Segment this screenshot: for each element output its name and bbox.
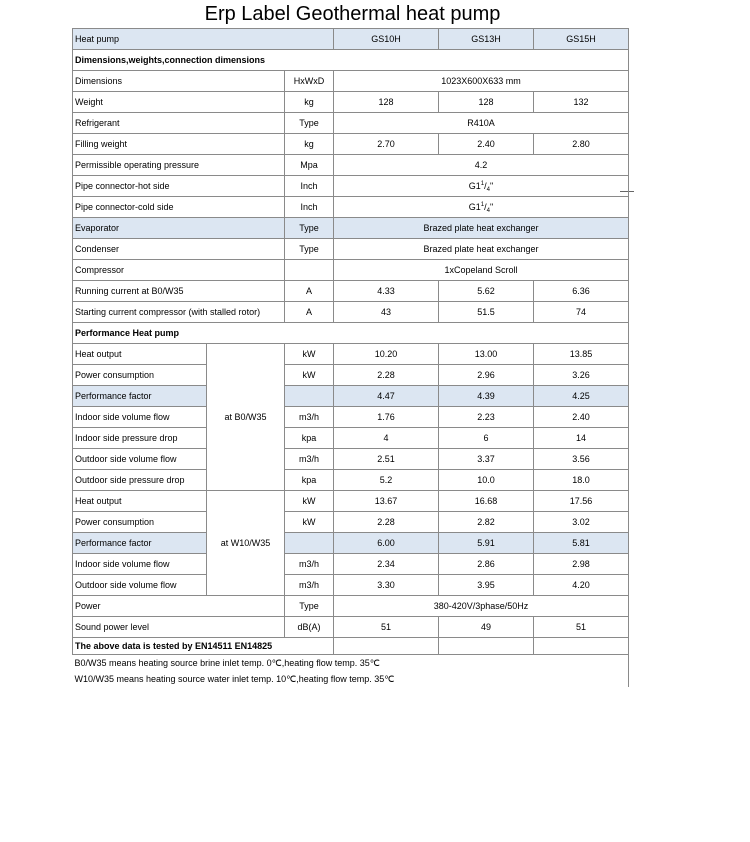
row-unit: kpa [285, 470, 334, 491]
row-unit: kg [285, 134, 334, 155]
row-unit: kW [285, 365, 334, 386]
empty-cell [439, 638, 534, 655]
table-row [73, 71, 629, 92]
row-value: 128 [439, 92, 534, 113]
row-label: Performance factor [73, 386, 207, 407]
row-label: Weight [73, 92, 285, 113]
row-unit: HxWxD [285, 71, 334, 92]
row-value: 51.5 [439, 302, 534, 323]
row-value: R410A [334, 113, 629, 134]
row-unit: kpa [285, 428, 334, 449]
row-label: Starting current compressor (with stalled rotor) [73, 302, 285, 323]
condition-label: at W10/W35 [207, 491, 285, 596]
row-value: 51 [534, 617, 629, 638]
row-value: 2.23 [439, 407, 534, 428]
row-value: 2.51 [334, 449, 439, 470]
row-value: 1.76 [334, 407, 439, 428]
row-value: 2.28 [334, 512, 439, 533]
row-value: 10.20 [334, 344, 439, 365]
row-value: 3.95 [439, 575, 534, 596]
row-value: 18.0 [534, 470, 629, 491]
pipe-size-denominator: 4 [486, 208, 490, 214]
row-unit: m3/h [285, 449, 334, 470]
section-perf: Performance Heat pump [73, 323, 629, 344]
table-row [73, 428, 629, 449]
row-value: 4.39 [439, 386, 534, 407]
row-label: Refrigerant [73, 113, 285, 134]
table-row [73, 575, 629, 596]
row-label: Condenser [73, 239, 285, 260]
row-value: 3.30 [334, 575, 439, 596]
row-value: 2.34 [334, 554, 439, 575]
row-label: Outdoor side pressure drop [73, 470, 207, 491]
row-value: 4.33 [334, 281, 439, 302]
footnote-row [73, 638, 629, 655]
table-row [73, 176, 629, 197]
table-row [73, 470, 629, 491]
table-row [73, 155, 629, 176]
row-label: Pipe connector-cold side [73, 197, 285, 218]
table-row [73, 386, 629, 407]
model-gs10h: GS10H [334, 29, 439, 50]
section-row [73, 323, 629, 344]
row-value: 2.98 [534, 554, 629, 575]
row-value: 3.56 [534, 449, 629, 470]
pipe-size-denominator: 4 [486, 187, 490, 193]
row-label: Performance factor [73, 533, 207, 554]
pipe-size-main: G1 [468, 202, 481, 212]
table-row [73, 407, 629, 428]
row-value: 128 [334, 92, 439, 113]
pipe-size-main: G1 [468, 181, 481, 191]
row-label: Running current at B0/W35 [73, 281, 285, 302]
row-value: 132 [534, 92, 629, 113]
row-unit: Type [285, 239, 334, 260]
pipe-size-slash: / [484, 181, 487, 191]
row-value: 2.70 [334, 134, 439, 155]
row-label: Heat output [73, 491, 207, 512]
table-row [73, 365, 629, 386]
row-value: 74 [534, 302, 629, 323]
row-value: 49 [439, 617, 534, 638]
row-unit: m3/h [285, 407, 334, 428]
footnote-w10: W10/W35 means heating source water inlet temp. 10℃,heating flow temp. 35℃ [73, 671, 629, 687]
row-value: 5.2 [334, 470, 439, 491]
table-row [73, 302, 629, 323]
row-value: 5.91 [439, 533, 534, 554]
row-unit: kg [285, 92, 334, 113]
table-row [73, 554, 629, 575]
row-label: Power [73, 596, 285, 617]
row-unit: Mpa [285, 155, 334, 176]
table-row [73, 281, 629, 302]
row-unit: Type [285, 113, 334, 134]
row-unit: dB(A) [285, 617, 334, 638]
row-value: 4.2 [334, 155, 629, 176]
row-label: Power consumption [73, 365, 207, 386]
row-value: 14 [534, 428, 629, 449]
table-row [73, 533, 629, 554]
row-value: Brazed plate heat exchanger [334, 239, 629, 260]
row-unit: Type [285, 596, 334, 617]
row-value: 3.37 [439, 449, 534, 470]
row-value: 5.81 [534, 533, 629, 554]
row-label: Compressor [73, 260, 285, 281]
row-label: Heat output [73, 344, 207, 365]
row-value: 13.67 [334, 491, 439, 512]
row-value: 4.25 [534, 386, 629, 407]
row-value: 5.62 [439, 281, 534, 302]
table-row [73, 344, 629, 365]
row-label: Dimensions [73, 71, 285, 92]
section-dims: Dimensions,weights,connection dimensions [73, 50, 629, 71]
table-row [73, 218, 629, 239]
row-unit: Inch [285, 176, 334, 197]
row-label: Sound power level [73, 617, 285, 638]
row-unit: A [285, 302, 334, 323]
pipe-size-numerator: 1 [480, 202, 485, 208]
row-label: Power consumption [73, 512, 207, 533]
row-label: Indoor side volume flow [73, 407, 207, 428]
spec-table [72, 28, 629, 687]
row-value: 43 [334, 302, 439, 323]
row-unit: m3/h [285, 575, 334, 596]
footnote-row [73, 655, 629, 672]
row-value: 13.85 [534, 344, 629, 365]
row-unit: m3/h [285, 554, 334, 575]
row-unit: Type [285, 218, 334, 239]
row-unit: kW [285, 512, 334, 533]
model-gs13h: GS13H [439, 29, 534, 50]
row-value [334, 197, 629, 218]
page-title: Erp Label Geothermal heat pump [204, 3, 501, 25]
footnote-tested: The above data is tested by EN14511 EN14825 [73, 638, 334, 655]
empty-cell [534, 638, 629, 655]
table-row [73, 197, 629, 218]
row-label: Indoor side volume flow [73, 554, 207, 575]
row-unit: kW [285, 344, 334, 365]
condition-label: at B0/W35 [207, 344, 285, 491]
row-value: 2.96 [439, 365, 534, 386]
row-value: 13.00 [439, 344, 534, 365]
table-row [73, 512, 629, 533]
row-label: Evaporator [73, 218, 285, 239]
table-row [73, 113, 629, 134]
pipe-size-numerator: 1 [480, 181, 485, 187]
header-row [73, 29, 629, 50]
table-row [73, 260, 629, 281]
row-unit: kW [285, 491, 334, 512]
row-value: 17.56 [534, 491, 629, 512]
row-value: 2.28 [334, 365, 439, 386]
row-value: 10.0 [439, 470, 534, 491]
row-value: 1023X600X633 mm [334, 71, 629, 92]
row-value: 4 [334, 428, 439, 449]
pipe-size-inch-mark: " [490, 181, 494, 191]
row-value: 2.80 [534, 134, 629, 155]
pipe-size-inch-mark: " [490, 202, 494, 212]
table-row [73, 134, 629, 155]
row-value: 3.26 [534, 365, 629, 386]
table-row [73, 239, 629, 260]
row-value: 51 [334, 617, 439, 638]
row-value [334, 176, 629, 197]
row-label: Outdoor side volume flow [73, 449, 207, 470]
row-value: 380-420V/3phase/50Hz [334, 596, 629, 617]
table-row [73, 491, 629, 512]
row-value: 16.68 [439, 491, 534, 512]
row-label: Filling weight [73, 134, 285, 155]
row-label: Outdoor side volume flow [73, 575, 207, 596]
model-gs15h: GS15H [534, 29, 629, 50]
row-value: 2.86 [439, 554, 534, 575]
table-row [73, 596, 629, 617]
row-unit [285, 533, 334, 554]
footnote-b0: B0/W35 means heating source brine inlet temp. 0℃,heating flow temp. 35℃ [73, 655, 629, 672]
row-unit: Inch [285, 197, 334, 218]
pipe-size-slash: / [484, 202, 487, 212]
row-value: 2.40 [439, 134, 534, 155]
row-label: Indoor side pressure drop [73, 428, 207, 449]
empty-cell [334, 638, 439, 655]
table-row [73, 449, 629, 470]
row-value: 6.36 [534, 281, 629, 302]
row-value: 2.82 [439, 512, 534, 533]
row-label: Pipe connector-hot side [73, 176, 285, 197]
row-label: Permissible operating pressure [73, 155, 285, 176]
row-value: 4.20 [534, 575, 629, 596]
row-value: 2.40 [534, 407, 629, 428]
section-row [73, 50, 629, 71]
row-value: 4.47 [334, 386, 439, 407]
row-value: 3.02 [534, 512, 629, 533]
row-value: 1xCopeland Scroll [334, 260, 629, 281]
table-row [73, 617, 629, 638]
row-value: Brazed plate heat exchanger [334, 218, 629, 239]
row-unit [285, 260, 334, 281]
table-row [73, 92, 629, 113]
header-label: Heat pump [73, 29, 334, 50]
row-unit [285, 386, 334, 407]
footnote-row [73, 671, 629, 687]
row-unit: A [285, 281, 334, 302]
row-value: 6.00 [334, 533, 439, 554]
row-value: 6 [439, 428, 534, 449]
